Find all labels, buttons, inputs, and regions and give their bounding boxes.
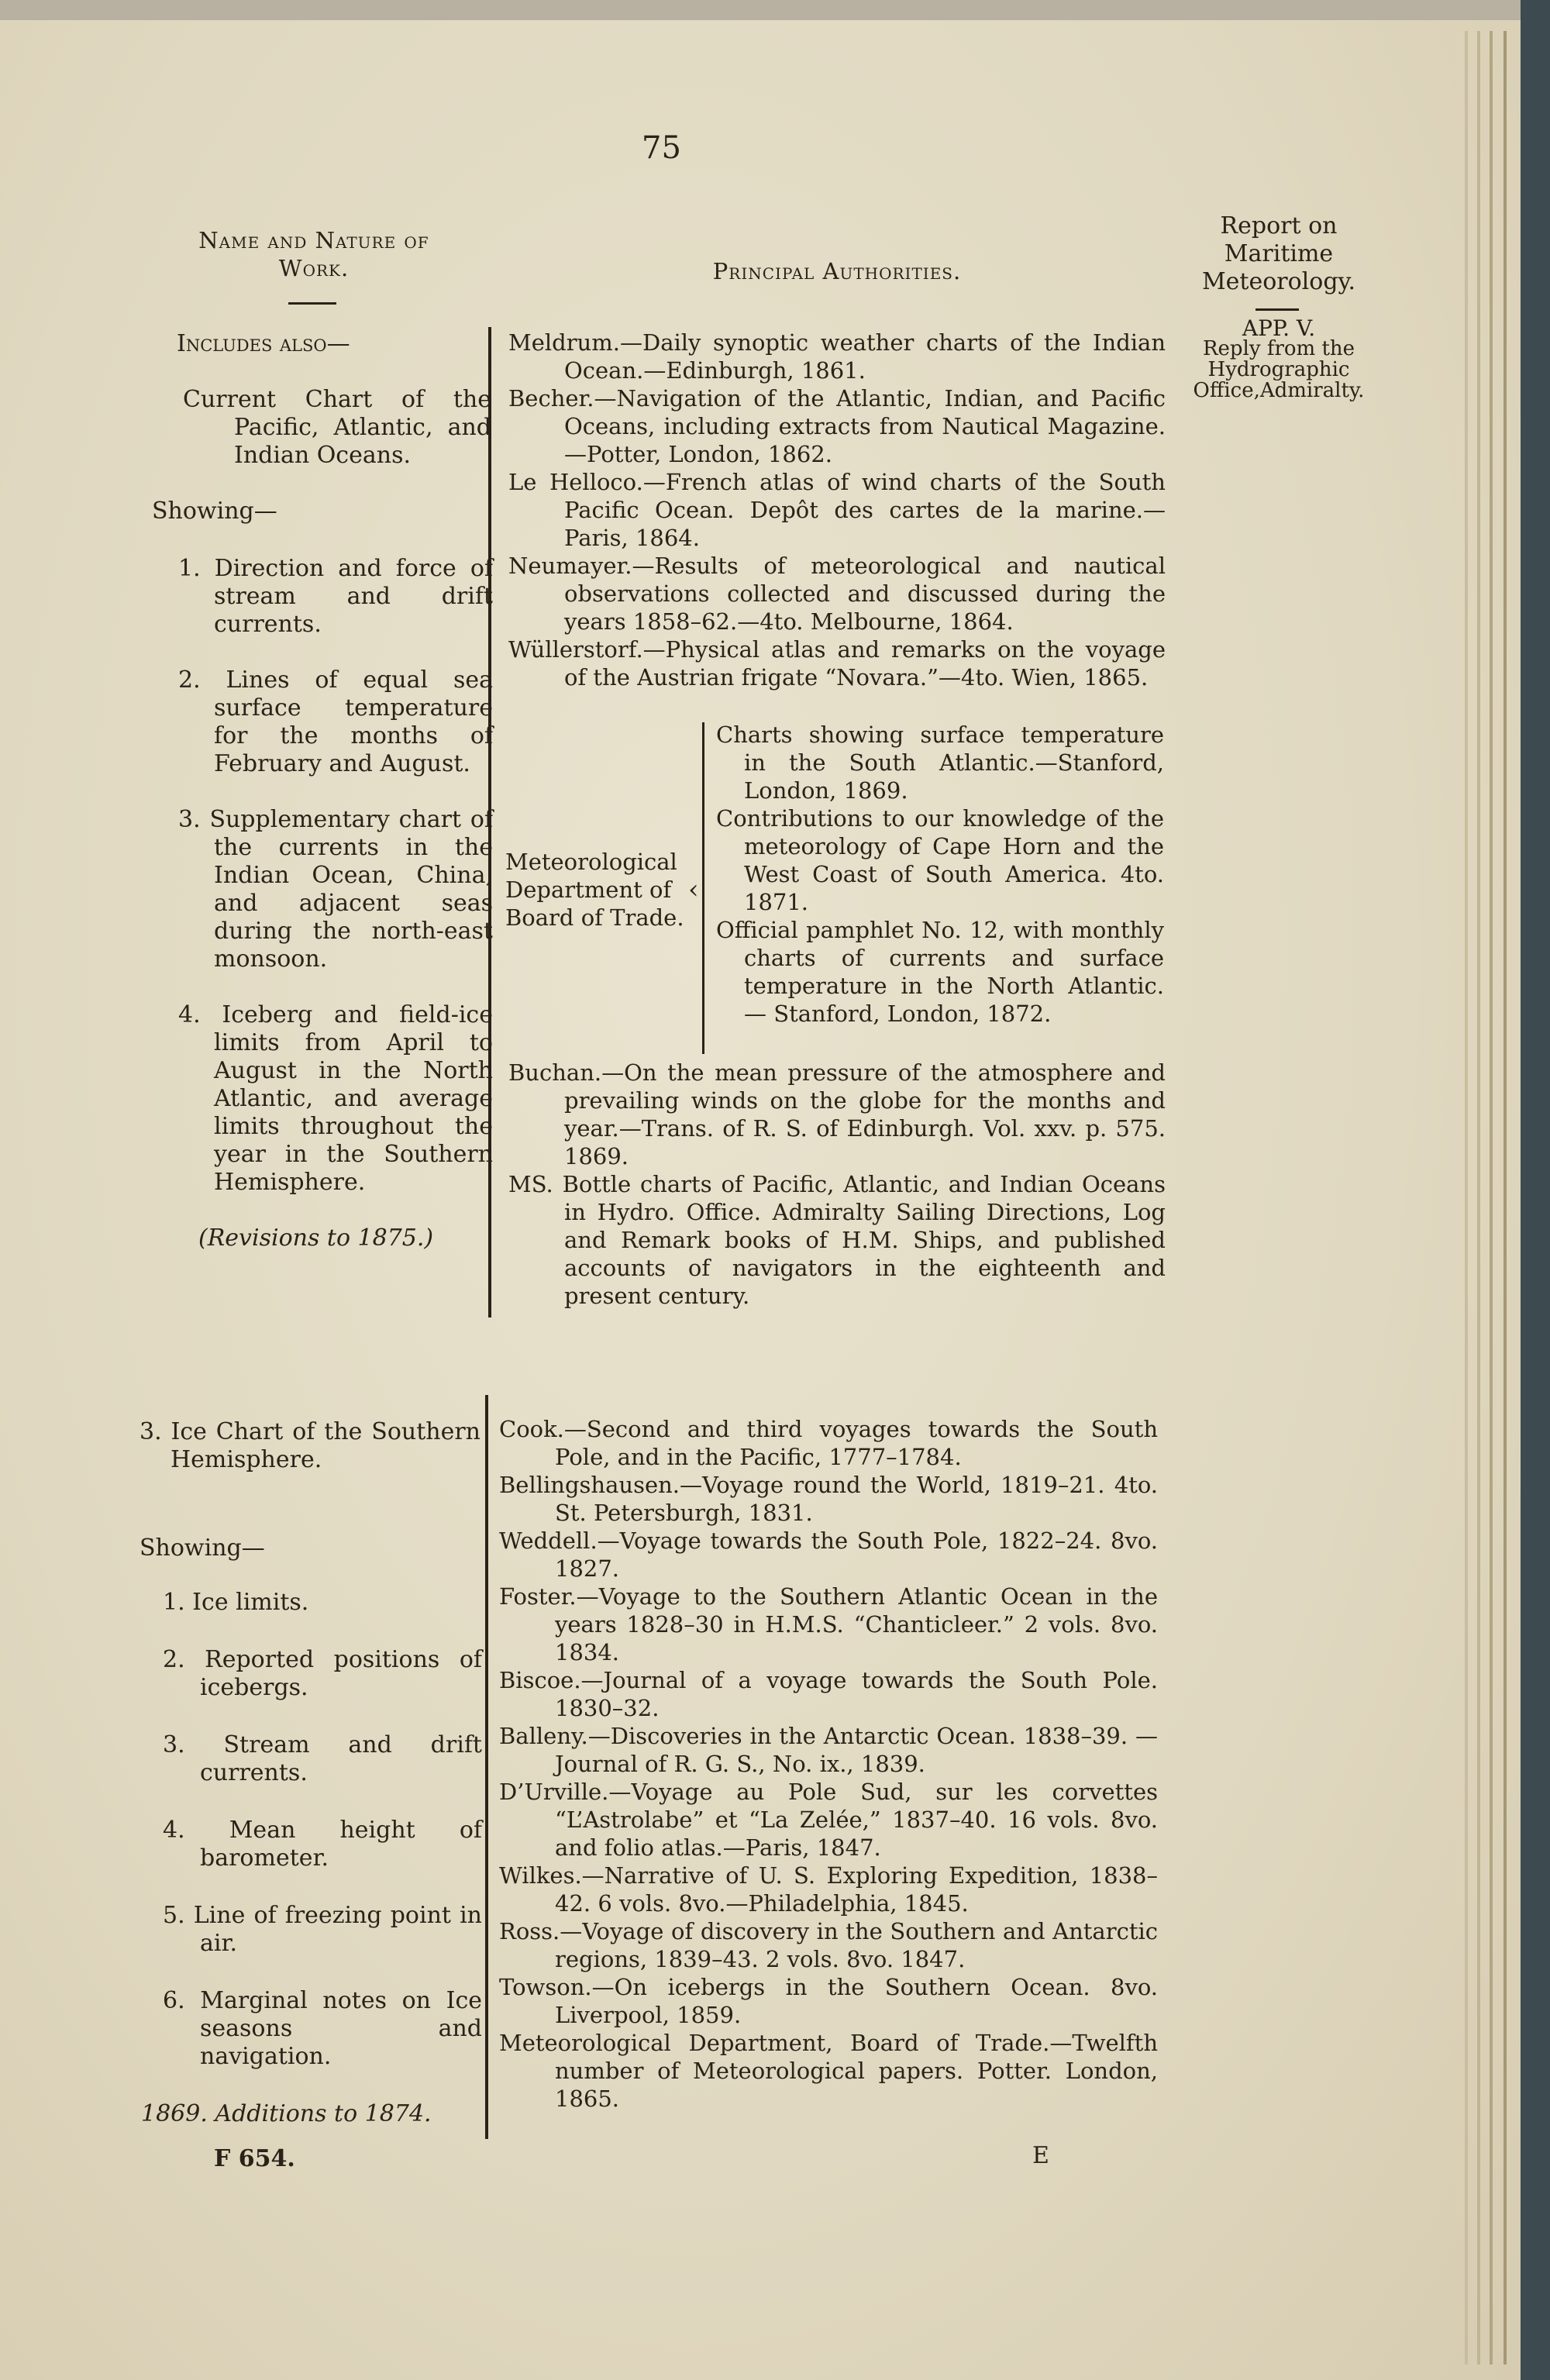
sidenote-line: Maritime (1224, 240, 1334, 267)
met-dept-entry: Charts showing surface temperature in the South Atlantic.—Stanford, London, 1869. (716, 722, 1164, 804)
list-item (178, 555, 493, 639)
authority-entry: Biscoe.—Journal of a voyage towards the South Pole. 1830–32. (499, 1667, 1158, 1721)
sidenote-line: Office,Admiralty. (1193, 379, 1365, 402)
item-text: Mean height of barometer. (200, 1817, 482, 1872)
authority-entry: Bellingshausen.—Voyage round the World, 1819–21. 4to. St. Petersburgh, 1831. (499, 1472, 1158, 1526)
met-dept-label: Meteorological Department of Board of Trade. (505, 849, 684, 931)
item-text: Reported positions of icebergs. (200, 1646, 482, 1701)
item-number: 2. (163, 1646, 185, 1673)
page-edge (1504, 31, 1507, 2365)
authority-entry: Towson.—On icebergs in the Southern Ocean. 8vo. Liverpool, 1859. (499, 1974, 1158, 2028)
book-cover-edge (1521, 0, 1550, 2380)
authority-entry: Le Helloco.—French atlas of wind charts of the South Pacific Ocean. Depôt des cartes de la marine.—Paris, 1864. (508, 469, 1166, 551)
met-dept-entry: Contributions to our knowledge of the meteorology of Cape Horn and the West Coast of South America. 4to. 1871. (716, 805, 1164, 915)
item-number: 2. (178, 666, 201, 694)
list-item (163, 1589, 482, 1617)
ice-showing-list (163, 1589, 482, 2100)
page-edge (1465, 31, 1468, 2365)
authority-entry: Becher.—Navigation of the Atlantic, Indian, and Pacific Oceans, including extracts from Nautical Magazine.—Potter, London, 1862. (508, 385, 1166, 467)
list-item (163, 1646, 482, 1702)
brace (485, 1395, 488, 2139)
authority-entry: Foster.—Voyage to the Southern Atlantic Ocean in the years 1828–30 in H.M.S. “Chanticleer.” 2 vols. 8vo. 1834. (499, 1583, 1158, 1665)
list-item (163, 1817, 482, 1872)
list-item (178, 806, 493, 973)
header-rule (288, 302, 336, 305)
authority-entry: Neumayer.—Results of meteorological and nautical observations collected and discussed during the years 1858–62.—4to. Melbourne, 1864. (508, 553, 1166, 635)
sidenote-title (1186, 212, 1372, 296)
item-text: Iceberg and field-ice limits from April to August in the North Atlantic, and average limits throughout the year in the Southern Hemisphere. (214, 1001, 493, 1196)
met-dept-brace (702, 722, 704, 1054)
item-text: Ice limits. (192, 1589, 309, 1616)
current-chart-title: Current Chart of the Pacific, Atlantic, and Indian Oceans. (183, 386, 491, 469)
sidenote-rule (1256, 308, 1299, 311)
showing-label: Showing— (152, 498, 277, 525)
page-number: 75 (642, 130, 681, 166)
authority-entry: Meteorological Department, Board of Trade.—Twelfth number of Meteorological papers. Potter. London, 1865. (499, 2030, 1158, 2112)
authority-entry: Balleny.—Discoveries in the Antarctic Ocean. 1838–39. —Journal of R. G. S., No. ix., 1839. (499, 1723, 1158, 1777)
authority-entry: Meldrum.—Daily synoptic weather charts of the Indian Ocean.—Edinburgh, 1861. (508, 329, 1166, 384)
header-principal-authorities: Principal Authorities. (712, 258, 962, 284)
page-mark: E (1032, 2142, 1049, 2169)
authority-entry: Wilkes.—Narrative of U. S. Exploring Expedition, 1838–42. 6 vols. 8vo.—Philadelphia, 1845. (499, 1862, 1158, 1917)
signature-mark: F 654. (214, 2145, 295, 2172)
sidenote-line: Hydrographic (1207, 358, 1350, 381)
sidenote-line: Reply from the (1202, 337, 1355, 360)
authority-entry: Weddell.—Voyage towards the South Pole, 1822–24. 8vo. 1827. (499, 1528, 1158, 1582)
page-edge (1477, 31, 1480, 2365)
authority-entry: D’Urville.—Voyage au Pole Sud, sur les corvettes “L’Astrolabe” et “La Zelée,” 1837–40. 16 vols. 8vo. and folio atlas.—Paris, 1847. (499, 1779, 1158, 1861)
ice-authorities-list (499, 1415, 1158, 2113)
item-text: Line of freezing point in air. (193, 1902, 482, 1957)
item-number: 1. (178, 555, 201, 582)
list-item (178, 1001, 493, 1197)
item-number: 3. (163, 1731, 185, 1758)
list-item (178, 666, 493, 778)
additions-note: 1869. Additions to 1874. (141, 2100, 432, 2127)
header-name-nature: Name and Nature of Work. (198, 227, 429, 281)
sidenote-reply (1162, 315, 1395, 402)
list-item (163, 1902, 482, 1958)
met-dept-list (716, 721, 1164, 1028)
authority-entry: MS. Bottle charts of Pacific, Atlantic, and Indian Oceans in Hydro. Office. Admiralty Sailing Directions, Log and Remark books of H.M. Ships, and published accounts of navigators in the eighteenth and present century. (508, 1171, 1166, 1309)
item-number: 4. (163, 1817, 185, 1844)
item-number: 6. (163, 1987, 185, 2014)
met-dept-entry: Official pamphlet No. 12, with monthly charts of currents and surface temperature in the North Atlantic. — Stanford, London, 1872. (716, 917, 1164, 1027)
includes-also: Includes also— (177, 330, 350, 357)
authority-entry: Ross.—Voyage of discovery in the Southern and Antarctic regions, 1839–43. 2 vols. 8vo. 1847. (499, 1918, 1158, 1972)
page-edge (1490, 31, 1493, 2365)
item-number: 5. (163, 1902, 185, 1929)
revisions-note: (Revisions to 1875.) (198, 1224, 434, 1252)
top-edge (0, 0, 1521, 20)
item-number: 1. (163, 1589, 185, 1616)
authority-entry: Buchan.—On the mean pressure of the atmosphere and prevailing winds on the globe for the months and year.—Trans. of R. S. of Edinburgh. Vol. xxv. p. 575. 1869. (508, 1059, 1166, 1169)
showing-label: Showing— (140, 1534, 265, 1562)
sidenote-line: Meteorology. (1201, 268, 1356, 295)
item-text: Lines of equal sea surface temperature for the months of February and August. (214, 666, 493, 777)
authorities-list-b (508, 1059, 1166, 1310)
item-text: Direction and force of stream and drift currents. (214, 555, 493, 638)
sidenote-app: APP. V. (1242, 315, 1316, 341)
showing-list (178, 555, 493, 1224)
sidenote-line: Report on (1220, 212, 1338, 239)
brace-point: ‹ (688, 874, 699, 905)
item-text: Supplementary chart of the currents in the Indian Ocean, China, and adjacent seas during the north-east monsoon. (209, 806, 493, 973)
authority-entry: Cook.—Second and third voyages towards the South Pole, and in the Pacific, 1777–1784. (499, 1416, 1158, 1470)
item-number: 4. (178, 1001, 201, 1028)
list-item (163, 1731, 482, 1787)
ice-chart-title: 3. Ice Chart of the Southern Hemisphere. (140, 1418, 480, 1473)
brace (488, 327, 491, 1317)
authority-entry: Wüllerstorf.—Physical atlas and remarks on the voyage of the Austrian frigate “Novara.”—4to. Wien, 1865. (508, 636, 1166, 691)
item-text: Marginal notes on Ice seasons and navigation. (200, 1987, 483, 2070)
item-number: 3. (178, 806, 201, 833)
item-text: Stream and drift currents. (200, 1731, 482, 1786)
authorities-list-a (508, 329, 1166, 691)
list-item (163, 1987, 482, 2071)
